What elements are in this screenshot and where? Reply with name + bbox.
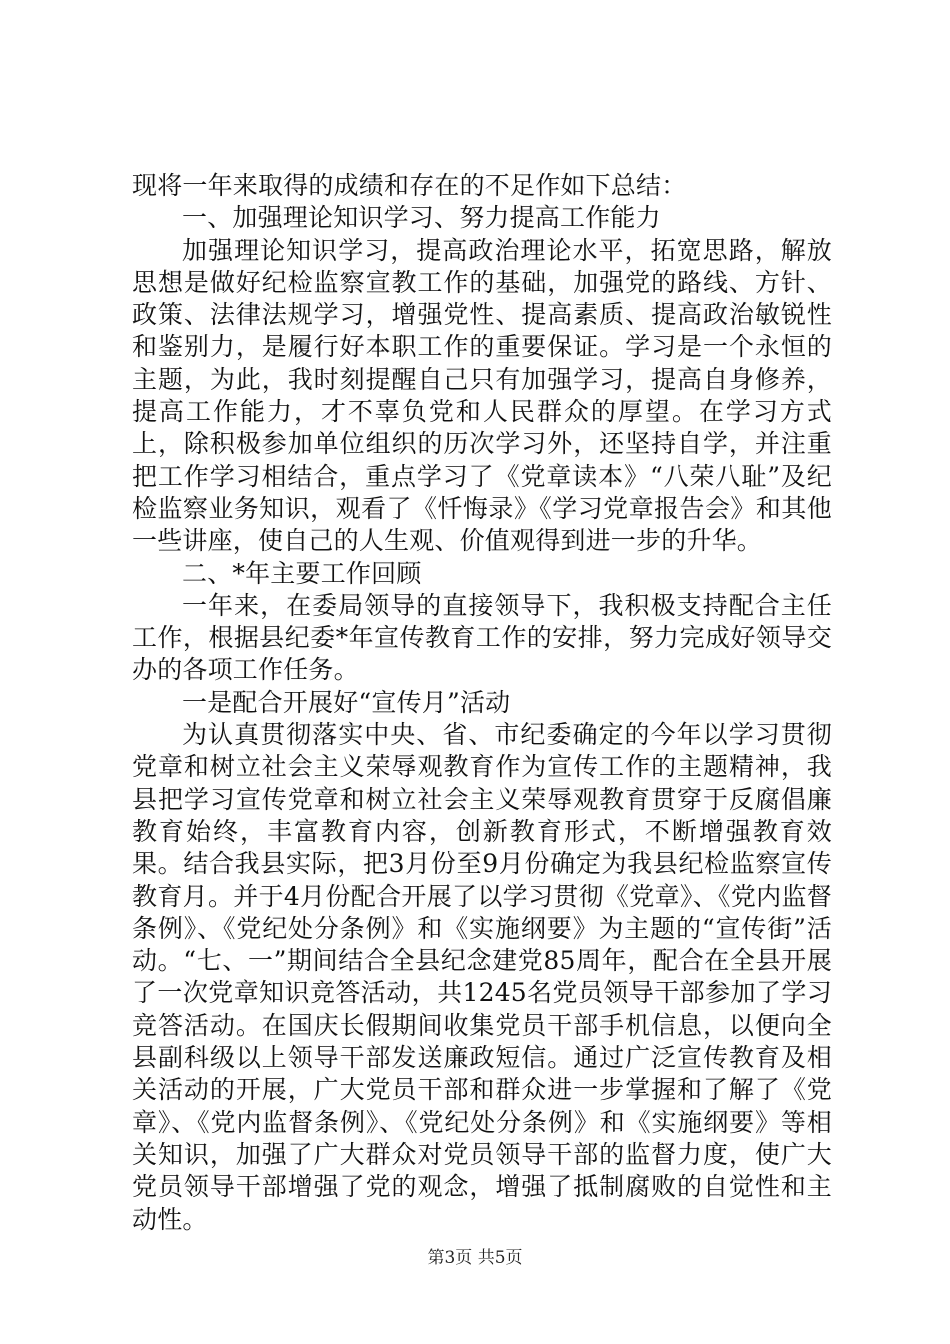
subsection-heading: 一是配合开展好“宣传月”活动 — [182, 687, 511, 717]
section-heading-1: 一、加强理论知识学习、努力提高工作能力 — [182, 203, 661, 233]
body-paragraph: 一年来，在委局领导的直接领导下，我积极支持配合主任工作，根据县纪委*年宣传教育工作的安排，努力完成好领导交办的各项工作任务。 — [132, 590, 832, 685]
intro-paragraph: 现将一年来取得的成绩和存在的不足作如下总结： — [132, 171, 687, 200]
page-number-footer: 第3页 共5页 — [427, 1248, 523, 1268]
document-body — [132, 170, 832, 1236]
body-paragraph: 为认真贯彻落实中央、省、市纪委确定的今年以学习贯彻党章和树立社会主义荣辱观教育作为宣传工作的主题精神，我县把学习宣传党章和树立社会主义荣辱观教育贯穿于反腐倡廉教育始终，丰富教育内容，创新教育形式，不断增强教育效果。结合我县实际，把3月份至9月份确定为我县纪检监察宣传教育月。并于4月份配合开展了以学习贯彻《党章》、《党内监督条例》、《党纪处分条例》和《实施纲要》为主题的“宣传街”活动。“七、一”期间结合全县纪念建党85周年，配合在全县开展了一次党章知识竞答活动，共1245名党员领导干部参加了学习竞答活动。在国庆长假期间收集党员干部手机信息，以便向全县副科级以上领导干部发送廉政短信。通过广泛宣传教育及相关活动的开展，广大党员干部和群众进一步掌握和了解了《党章》、《党内监督条例》、《党纪处分条例》和《实施纲要》等相关知识，加强了广大群众对党员领导干部的监督力度，使广大党员领导干部增强了党的观念，增强了抵制腐败的自觉性和主动性。 — [132, 720, 832, 1234]
section-heading-2: 二、*年主要工作回顾 — [182, 558, 422, 588]
body-paragraph: 加强理论知识学习，提高政治理论水平，拓宽思路，解放思想是做好纪检监察宣教工作的基础，加强党的路线、方针、政策、法律法规学习，增强党性、提高素质、提高政治敏锐性和鉴别力，是履行好本职工作的重要保证。学习是一个永恒的主题，为此，我时刻提醒自己只有加强学习，提高自身修养，提高工作能力，才不辜负党和人民群众的厚望。在学习方式上，除积极参加单位组织的历次学习外，还坚持自学，并注重把工作学习相结合，重点学习了《党章读本》“八荣八耻”及纪检监察业务知识，观看了《忏悔录》《学习党章报告会》和其他一些讲座，使自己的人生观、价值观得到进一步的升华。 — [132, 235, 832, 556]
